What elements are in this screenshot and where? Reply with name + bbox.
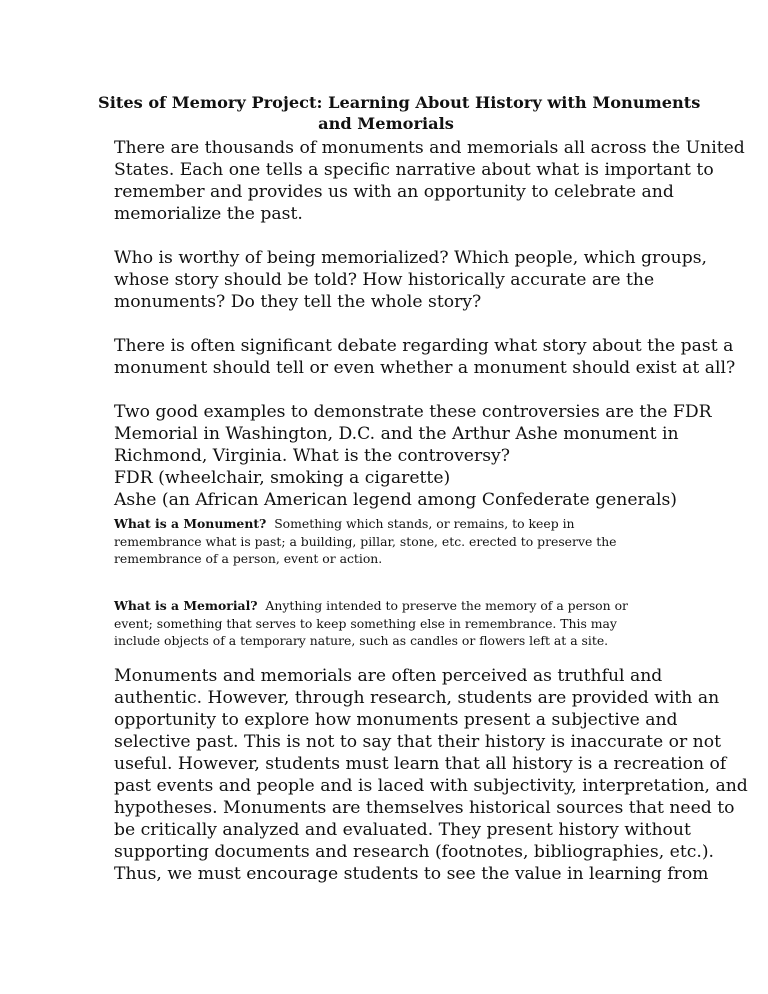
paragraph-line: opportunity to explore how monuments present a subjective and <box>114 710 678 730</box>
definition-text: Anything intended to preserve the memory of a person or <box>257 598 628 613</box>
paragraph-line: selective past. This is not to say that their history is inaccurate or not <box>114 732 722 752</box>
analysis-paragraph <box>114 665 748 885</box>
paragraph-line: States. Each one tells a specific narrative about what is important to <box>114 160 714 180</box>
paragraph-line: Richmond, Virginia. What is the controversy? <box>114 446 510 466</box>
paragraph-line: There is often significant debate regarding what story about the past a <box>114 336 734 356</box>
paragraph-line: remember and provides us with an opportunity to celebrate and <box>114 182 674 202</box>
document-title <box>98 92 701 134</box>
memorial-definition <box>114 597 674 650</box>
paragraph-line: Ashe (an African American legend among Confederate generals) <box>114 490 677 510</box>
memorial-term: What is a Memorial? <box>114 598 258 613</box>
paragraph-line: authentic. However, through research, students are provided with an <box>114 688 720 708</box>
paragraph-line: whose story should be told? How historically accurate are the <box>114 270 655 290</box>
paragraph-line: Two good examples to demonstrate these controversies are the FDR <box>114 402 712 422</box>
definition-line: include objects of a temporary nature, such as candles or flowers left at a site. <box>114 633 609 648</box>
definition-line: remembrance what is past; a building, pillar, stone, etc. erected to preserve the <box>114 533 617 549</box>
title-line: Sites of Memory Project: Learning About History with Monuments <box>98 93 701 112</box>
paragraph-line: monument should tell or even whether a monument should exist at all? <box>114 358 736 378</box>
debate-paragraph <box>114 335 736 379</box>
questions-paragraph <box>114 247 707 313</box>
paragraph-line: Monuments and memorials are often perceived as truthful and <box>114 666 663 686</box>
intro-paragraph <box>114 137 745 225</box>
paragraph-line: useful. However, students must learn that all history is a recreation of <box>114 754 727 774</box>
paragraph-line: Who is worthy of being memorialized? Which people, which groups, <box>114 248 707 268</box>
examples-paragraph <box>114 401 712 511</box>
definition-line: remembrance of a person, event or action. <box>114 551 383 566</box>
title-line: and Memorials <box>318 114 454 133</box>
definition-line <box>114 515 674 533</box>
paragraph-line: past events and people and is laced with subjectivity, interpretation, and <box>114 776 748 796</box>
definition-line: event; something that serves to keep something else in remembrance. This may <box>114 615 617 631</box>
paragraph-line: There are thousands of monuments and memorials all across the United <box>114 138 745 158</box>
paragraph-line: supporting documents and research (footnotes, bibliographies, etc.). <box>114 842 715 862</box>
paragraph-line: monuments? Do they tell the whole story? <box>114 292 482 312</box>
paragraph-line: Memorial in Washington, D.C. and the Arthur Ashe monument in <box>114 424 679 444</box>
monument-term: What is a Monument? <box>114 516 267 531</box>
definition-text: Something which stands, or remains, to keep in <box>266 516 575 531</box>
monument-definition <box>114 515 674 568</box>
paragraph-line: hypotheses. Monuments are themselves historical sources that need to <box>114 798 735 818</box>
paragraph-line: Thus, we must encourage students to see the value in learning from <box>114 864 709 884</box>
paragraph-line: FDR (wheelchair, smoking a cigarette) <box>114 468 451 488</box>
definition-line <box>114 597 674 615</box>
paragraph-line: memorialize the past. <box>114 204 303 224</box>
paragraph-line: be critically analyzed and evaluated. They present history without <box>114 820 691 840</box>
